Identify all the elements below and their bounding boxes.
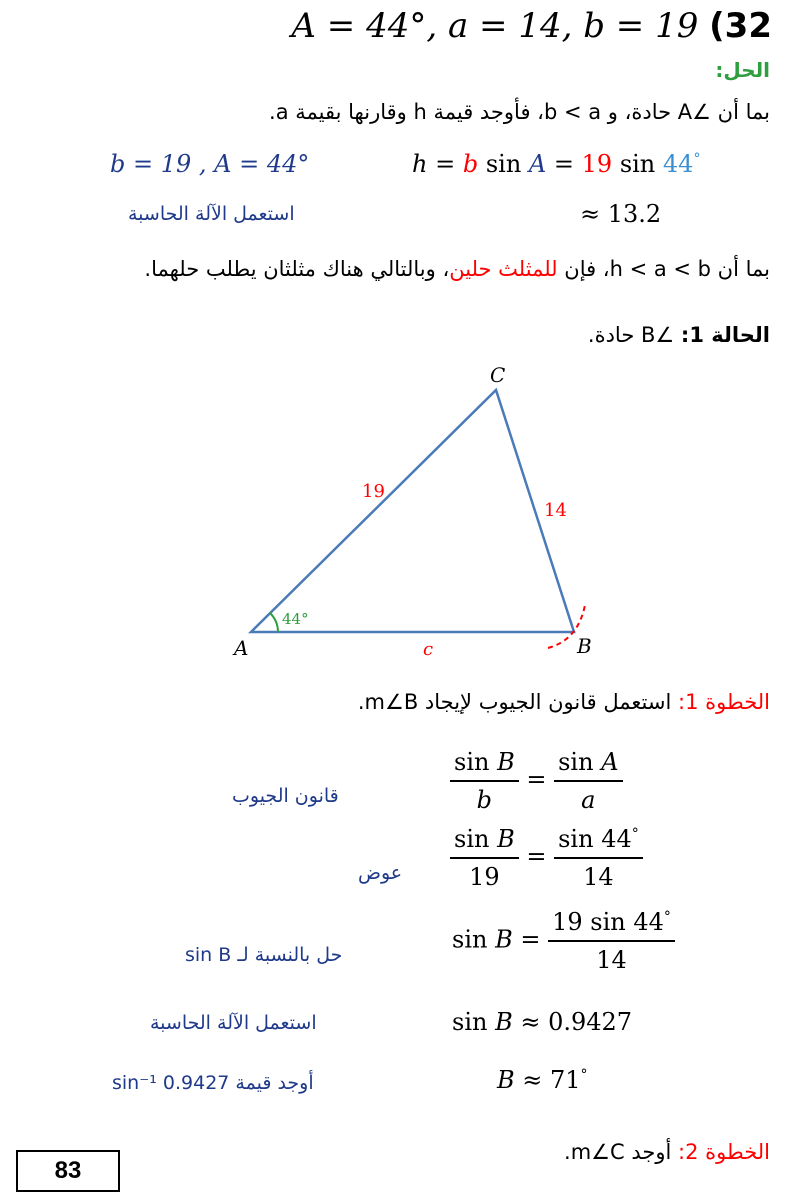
problem-given: A = 44°, a = 14, b = 19 [291, 6, 699, 46]
b-approx: B ≈ 71° [497, 1066, 588, 1094]
step1-text: استعمل قانون الجيوب لإيجاد m∠B. [357, 690, 672, 714]
sin-b-approx: sin B ≈ 0.9427 [452, 1008, 633, 1036]
given-values: b = 19 , A = 44° [110, 150, 310, 178]
substitution: $\frac{\text{sin B}}{19}$ = $\frac{\sin 44^\circ}{14}$ [450, 825, 643, 891]
problem-number: (32 [709, 6, 772, 46]
step1-heading [358, 690, 770, 714]
conclusion-part2: ، وبالتالي هناك مثلثان يطلب حلهما. [144, 257, 450, 281]
step2-text: أوجد m∠C. [564, 1140, 672, 1164]
derivation-note-1: قانون الجيوب [232, 785, 339, 807]
side-b-label: 19 [362, 481, 385, 502]
triangle-outline [251, 390, 574, 632]
case1-label: الحالة 1: [680, 323, 770, 347]
vertex-c-label: C [490, 363, 506, 387]
side-a-label: 14 [544, 500, 567, 521]
intro-text: بما أن ∠A حادة، و b < a، فأوجد قيمة h وقارنها بقيمة a. [269, 100, 770, 124]
height-approx: ≈ 13.2 [580, 200, 662, 228]
angle-a-label: 44° [282, 610, 309, 628]
derivation-note-2: عوض [358, 862, 403, 884]
side-c-label: c [423, 639, 434, 660]
angle-a-arc [270, 613, 278, 632]
derivation-note-4: استعمل الآلة الحاسبة [150, 1012, 317, 1034]
solve-sin-b: sin B = $\frac{19 \sin 44^\circ}{14}$ [452, 908, 675, 974]
case1-text: ∠B حادة. [587, 323, 675, 347]
conclusion-part1: بما أن h < a < b، فإن [557, 257, 770, 281]
step2-label: الخطوة 2: [678, 1140, 770, 1164]
step1-label: الخطوة 1: [678, 690, 770, 714]
conclusion-highlight: للمثلث حلين [449, 257, 558, 281]
step2-heading [564, 1140, 770, 1164]
vertex-b-label: B [577, 634, 592, 658]
vertex-a-label: A [234, 636, 249, 660]
solution-label: الحل: [715, 58, 770, 82]
calculator-note: استعمل الآلة الحاسبة [128, 203, 295, 225]
derivation-note-3: حل بالنسبة لـ sin B [185, 944, 343, 966]
page-number: 83 [16, 1150, 120, 1192]
height-formula: h = b sin A = 19 sin 44° [412, 150, 701, 178]
law-of-sines: $\frac{\text{sin B}}{b}$ = $\frac{\text{sin A}}{a}$ [450, 748, 623, 814]
derivation-note-5: أوجد قيمة sin⁻¹ 0.9427 [112, 1072, 314, 1094]
